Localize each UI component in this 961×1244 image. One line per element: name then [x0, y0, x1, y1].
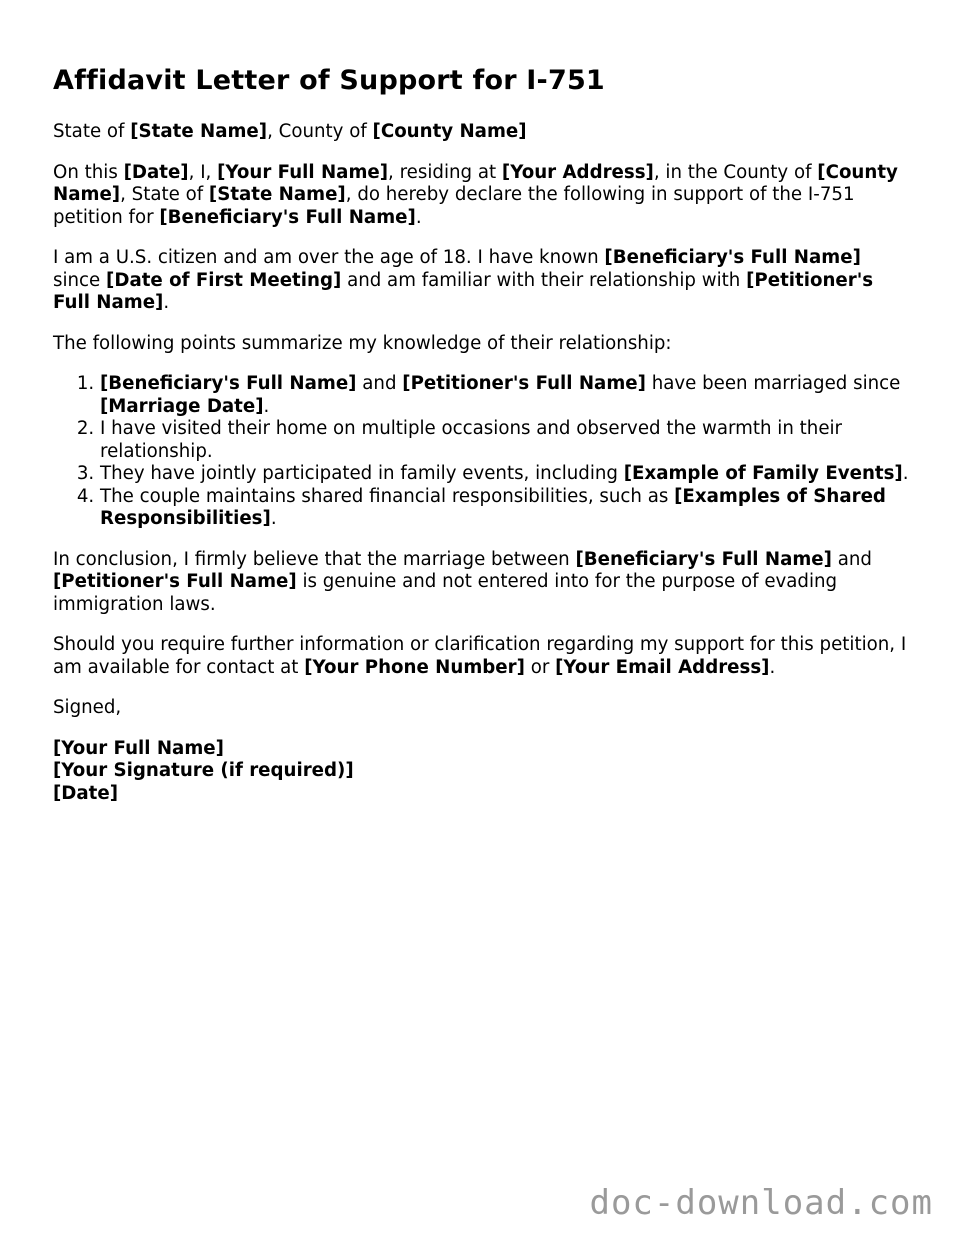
first-meeting-placeholder: [Date of First Meeting] [106, 269, 342, 291]
state-placeholder: [State Name] [130, 121, 268, 142]
list-item [100, 463, 913, 486]
text: . [270, 508, 277, 529]
text: , residing at [388, 161, 502, 183]
relationship-points-list [53, 373, 913, 531]
beneficiary-placeholder: [Beneficiary's Full Name] [100, 373, 357, 394]
citizen-paragraph [53, 247, 913, 315]
signature-block [53, 738, 913, 806]
conclusion-paragraph [53, 549, 913, 617]
petitioner-placeholder: [Petitioner's Full Name] [53, 269, 874, 313]
signature-line: [Your Signature (if required)] [53, 760, 354, 781]
text: The couple maintains shared financial responsibilities, such as [100, 485, 675, 507]
date-placeholder: [Date] [123, 161, 189, 183]
county-placeholder: [County Name] [372, 121, 527, 142]
text: I am a U.S. citizen and am over the age of 18. I have known [53, 247, 605, 268]
name-placeholder: [Your Full Name] [217, 161, 389, 183]
text: , in the County of [653, 161, 818, 183]
text: They have jointly participated in family events, including [100, 463, 624, 484]
text: State of [53, 121, 131, 142]
jurisdiction-paragraph [53, 121, 913, 144]
text: since [53, 269, 107, 291]
address-placeholder: [Your Address] [501, 161, 654, 183]
phone-placeholder: [Your Phone Number] [304, 656, 525, 678]
text: . [769, 656, 776, 678]
text: and [831, 548, 872, 570]
beneficiary-placeholder: [Beneficiary's Full Name] [575, 548, 832, 570]
state-placeholder: [State Name] [208, 184, 346, 205]
signature-name: [Your Full Name] [53, 737, 224, 759]
email-placeholder: [Your Email Address] [555, 656, 770, 678]
petitioner-placeholder: [Petitioner's Full Name] [53, 571, 297, 592]
text: . [263, 395, 270, 417]
watermark: doc-download.com [589, 1183, 933, 1223]
shared-responsibilities-placeholder: [Examples of Shared Responsibilities] [100, 485, 886, 529]
text: , I, [188, 161, 218, 183]
text: I have visited their home on multiple occasions and observed the warmth in their relationship. [100, 418, 843, 462]
signed-label: Signed, [53, 697, 122, 718]
county-placeholder: [County Name] [53, 161, 898, 205]
text: , County of [267, 121, 373, 142]
text: , State of [120, 184, 209, 205]
list-item [100, 418, 913, 463]
intro-paragraph [53, 162, 913, 230]
family-events-placeholder: [Example of Family Events] [623, 463, 903, 484]
text: . [902, 463, 909, 484]
document-title: Affidavit Letter of Support for I-751 [53, 65, 605, 96]
beneficiary-placeholder: [Beneficiary's Full Name] [159, 206, 416, 228]
text: On this [53, 161, 124, 183]
text: . [163, 292, 170, 313]
summary-intro: The following points summarize my knowledge of their relationship: [53, 332, 672, 354]
document-page [53, 62, 913, 805]
signature-date: [Date] [53, 782, 119, 804]
list-item [100, 373, 913, 418]
text: , do hereby declare the following in support of the I-751 petition for [53, 184, 855, 228]
contact-paragraph [53, 634, 913, 679]
text: and am familiar with their relationship with [341, 269, 747, 291]
text: or [524, 656, 556, 678]
petitioner-placeholder: [Petitioner's Full Name] [402, 373, 646, 394]
text: In conclusion, I firmly believe that the marriage between [53, 548, 576, 570]
text: . [415, 206, 422, 228]
text: and [356, 373, 403, 394]
list-item [100, 486, 913, 531]
text: have been marriaged since [645, 373, 901, 394]
marriage-date-placeholder: [Marriage Date] [100, 395, 264, 417]
beneficiary-placeholder: [Beneficiary's Full Name] [604, 247, 861, 268]
text: Should you require further information or clarification regarding my support for this petition, I am available for contact at [53, 634, 907, 678]
text: is genuine and not entered into for the purpose of evading immigration laws. [53, 571, 838, 615]
